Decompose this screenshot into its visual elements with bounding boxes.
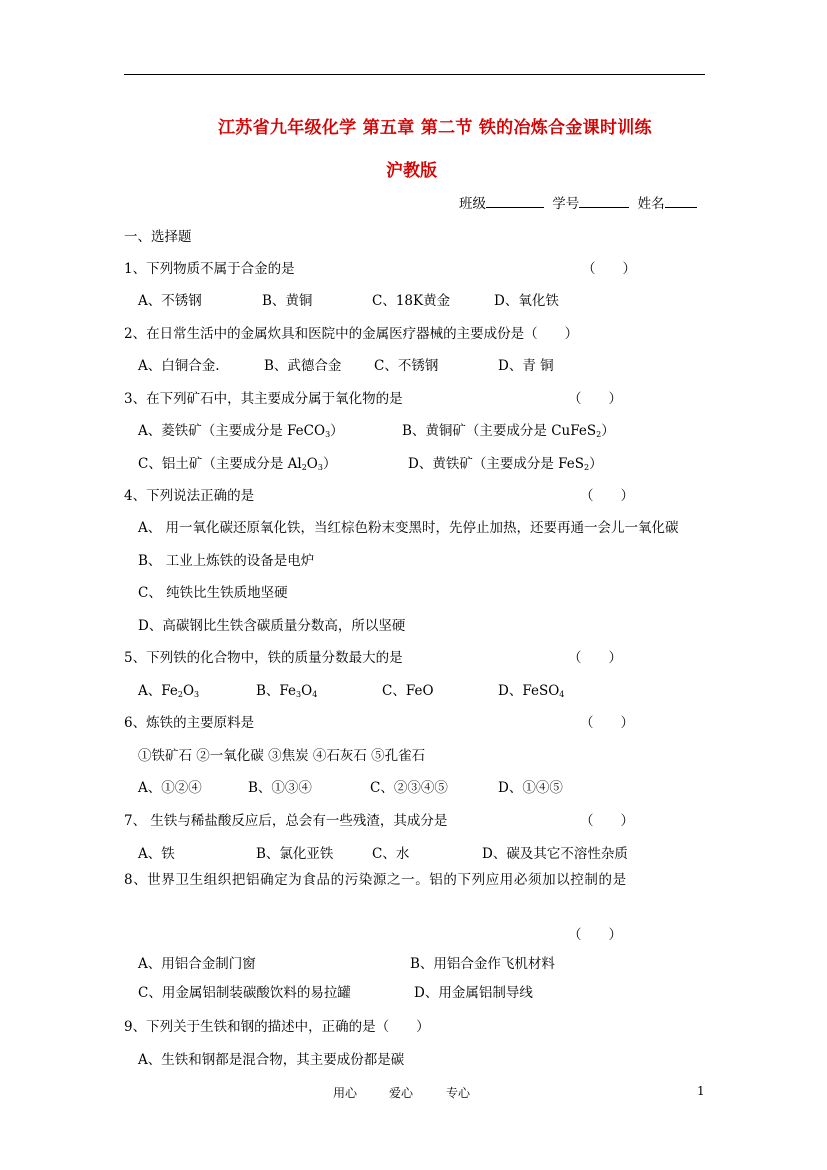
question-9-stem: 9、下列关于生铁和钢的描述中，正确的是（ ） [124,1019,430,1035]
question-2-stem: 2、在日常生活中的金属炊具和医院中的金属医疗器械的主要成份是（ ） [124,326,579,342]
name-blank [665,195,697,208]
question-2-option-b: B、武德合金 [264,358,342,374]
question-1-option-d: D、氧化铁 [494,293,559,309]
question-1-option-a: A、不锈钢 [138,293,202,309]
question-3-option-a: A、菱铁矿（主要成分是 FeCO$_3$） [138,423,344,439]
footer-text-1: 用心 [333,1086,358,1100]
question-5-option-b: B、$Fe_3O_4$ [256,683,318,699]
question-3-option-d: D、黄铁矿（主要成分是 FeS$_2$） [408,456,603,472]
question-4-blank: （ ） [580,488,634,504]
question-5-option-c: C、FeO [382,683,434,699]
question-1-blank: （ ） [582,261,636,277]
question-7-option-b: B、氯化亚铁 [256,846,334,862]
question-8-blank: （ ） [568,927,622,943]
page-subtitle: 沪教版 [386,161,437,181]
question-7-option-a: A、铁 [138,846,175,862]
name-label: 姓名 [637,196,665,212]
question-8-option-c: C、用金属铝制装碳酸饮料的易拉罐 [138,985,351,1001]
question-6-stem: 6、炼铁的主要原料是 [124,715,255,731]
question-3-option-b: B、黄铜矿（主要成分是 CuFeS$_2$） [402,423,615,439]
question-7-blank: （ ） [580,813,634,829]
class-label: 班级 [459,196,486,212]
question-4-option-d: D、高碳钢比生铁含碳质量分数高，所以坚硬 [138,618,406,634]
question-2-option-c: C、不锈钢 [374,358,439,374]
question-1-stem: 1、下列物质不属于合金的是 [124,261,295,277]
question-1-option-b: B、黄铜 [262,293,313,309]
question-4-option-c: C、 纯铁比生铁质地坚硬 [138,585,288,601]
question-8-stem: 8、世界卫生组织把铝确定为食品的污染源之一。铝的下列应用必须加以控制的是 [124,872,627,888]
question-6-option-d: D、①④⑤ [498,780,563,796]
question-2-option-a: A、白铜合金. [138,358,220,374]
question-5-blank: （ ） [568,650,622,666]
page-number: 1 [697,1084,705,1098]
question-8-option-d: D、用金属铝制导线 [414,985,533,1001]
question-8-option-a: A、用铝合金制门窗 [138,956,256,972]
question-3-option-c: C、铝土矿（主要成分是 $Al_2O_3$） [138,456,337,472]
question-4-option-b: B、 工业上炼铁的设备是电炉 [138,553,315,569]
question-8-option-b: B、用铝合金作飞机材料 [410,956,555,972]
question-6-option-c: C、②③④⑤ [370,780,448,796]
question-4-option-a: A、 用一氧化碳还原氧化铁，当红棕色粉末变黑时，先停止加热，还要再通一会儿一氧化碳 [138,520,679,536]
footer-text-2: 爱心 [389,1086,414,1100]
number-blank [579,195,629,208]
question-7-option-d: D、碳及其它不溶性杂质 [482,846,628,862]
question-6-option-b: B、①③④ [248,780,312,796]
question-1-option-c: C、18K黄金 [372,293,451,309]
header-rule [124,74,705,75]
question-3-stem: 3、在下列矿石中，其主要成分属于氧化物的是 [124,391,403,407]
question-5-option-d: D、FeSO$_4$ [498,683,565,699]
question-6-blank: （ ） [580,715,634,731]
number-label: 学号 [552,196,580,212]
question-2-option-d: D、青 铜 [498,358,554,374]
question-9-option-a: A、生铁和钢都是混合物，其主要成份都是碳 [138,1052,405,1068]
question-6-materials: ①铁矿石 ②一氧化碳 ③焦炭 ④石灰石 ⑤孔雀石 [138,748,426,764]
question-4-stem: 4、下列说法正确的是 [124,488,255,504]
student-info [459,195,697,213]
question-5-option-a: A、$Fe_2O_3$ [138,683,200,699]
footer-text-3: 专心 [446,1086,471,1100]
question-7-option-c: C、水 [372,846,410,862]
question-5-stem: 5、下列铁的化合物中，铁的质量分数最大的是 [124,650,403,666]
page-title: 江苏省九年级化学 第五章 第二节 铁的冶炼合金课时训练 [218,118,652,138]
section-heading: 一、选择题 [124,229,192,245]
question-7-stem: 7、 生铁与稀盐酸反应后，总会有一些残渣，其成分是 [124,813,448,829]
class-blank [486,195,544,208]
question-3-blank: （ ） [568,391,622,407]
question-6-option-a: A、①②④ [138,780,202,796]
